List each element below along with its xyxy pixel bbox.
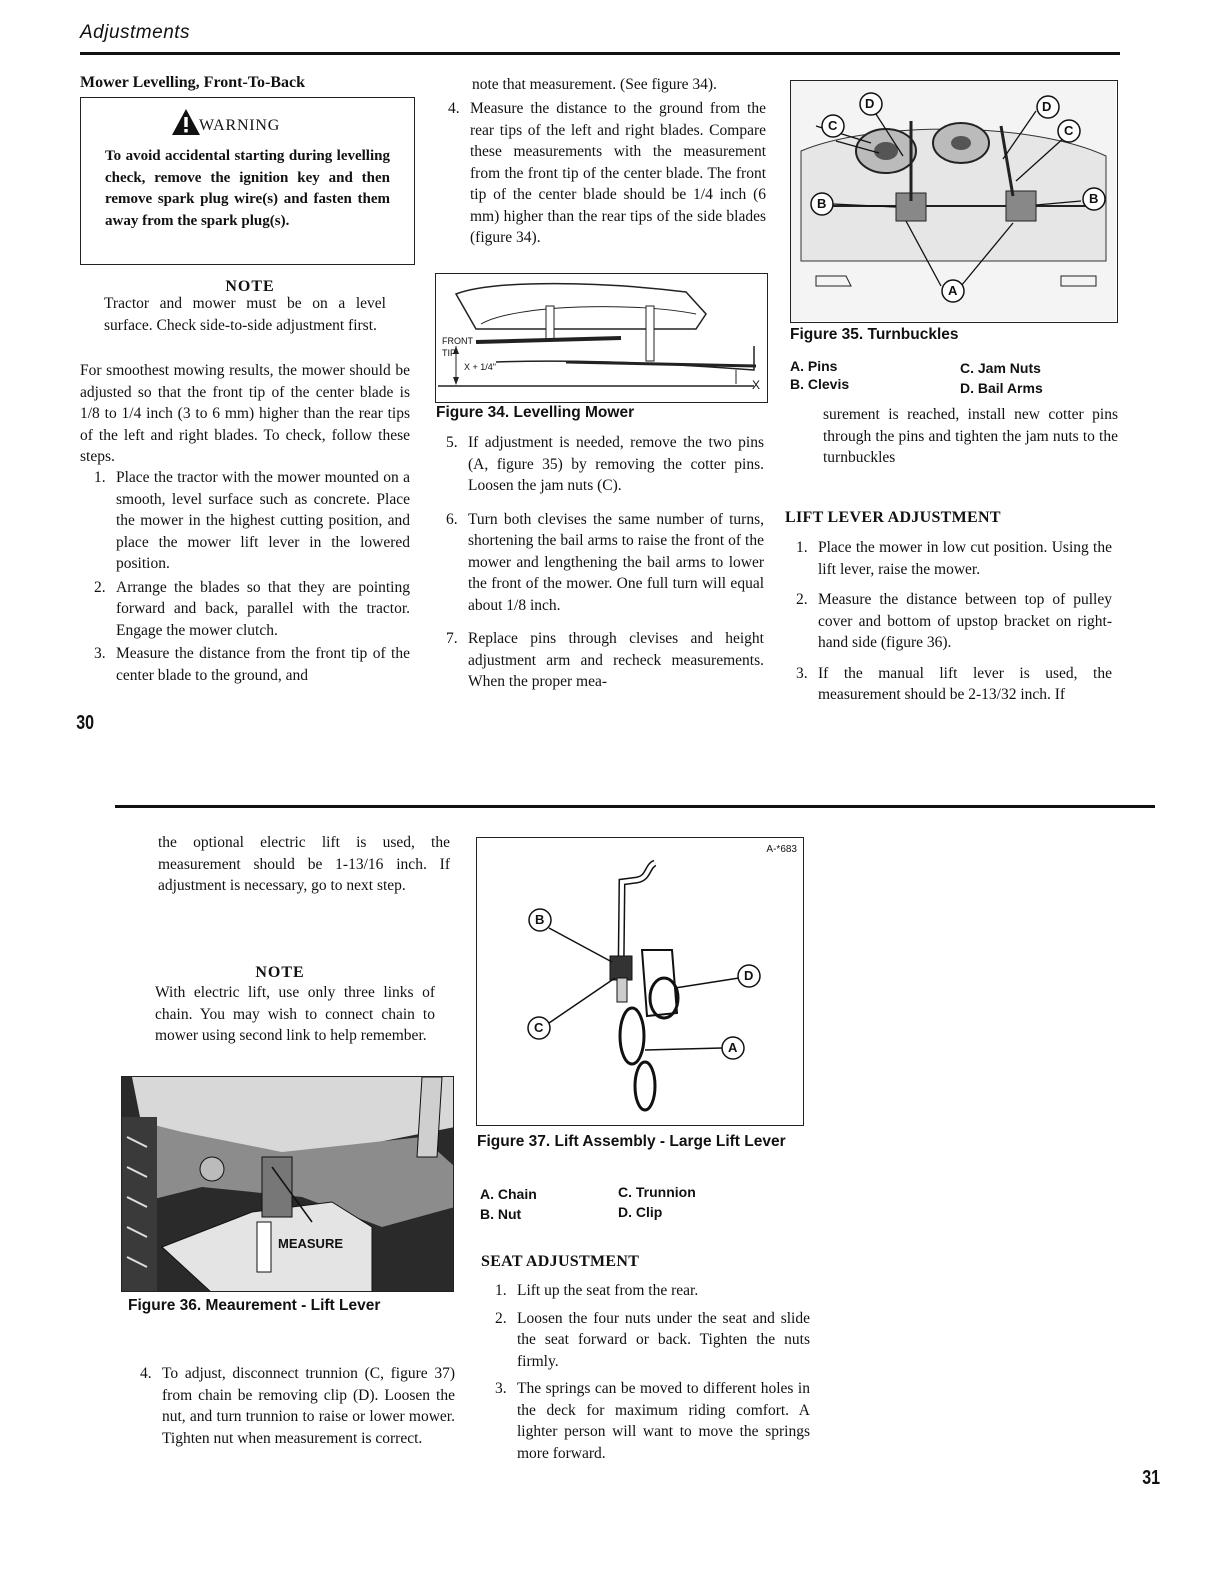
warning-title-row [171,108,280,136]
page-header-section: Adjustments [80,22,191,43]
step-number: 4. [140,1365,152,1382]
figure-34-illustration [436,274,766,401]
continued-text: note that measurement. (See figure 34). [472,76,717,93]
figure-36-caption: Figure 36. Meaurement - Lift Lever [128,1297,381,1314]
step-text: Replace pins through clevises and height adjustment arm and recheck measurements. When the proper mea- [468,630,764,690]
figure-36-photo [121,1076,454,1292]
legend-item: D. Bail Arms [960,380,1043,396]
step-text: Arrange the blades so that they are pointing forward and back, parallel with the tractor. Engage the mower clutch. [116,578,410,639]
figure-34-label-front: FRONT [442,336,473,346]
callout-b-fig37: B [535,912,545,927]
callout-d-left: D [865,96,875,111]
list-item [446,509,764,617]
list-item [796,663,1112,706]
step-number: 4. [448,100,460,117]
step-text: To adjust, disconnect trunnion (C, figure 37) from chain be removing clip (D). Loosen the nut, and turn trunnion to raise or lower mower. Tighten nut when measurement is correct. [162,1365,455,1447]
step-text: Place the mower in low cut position. Using the lift lever, raise the mower. [818,539,1112,578]
note-title-electric: NOTE [255,964,305,981]
step-4-list [448,98,766,251]
list-item [94,643,410,686]
callout-c-left: C [828,118,838,133]
step-text: Loosen the four nuts under the seat and slide the seat forward or back. Tighten the nuts firmly. [517,1309,810,1370]
list-item [446,628,764,693]
step-text: Place the tractor with the mower mounted on a smooth, level surface such as concrete. Place the mower in the highest cutting position, and place the mower lift lever in the lowered position. [116,469,410,572]
header-rule [80,52,1120,55]
legend-item: A. Chain [480,1186,537,1202]
continued-text-col3: surement is reached, install new cotter pins through the pins and tighten the jam nuts to the turnbuckles [823,406,1118,466]
step-number: 1. [94,469,106,486]
step-text: The springs can be moved to different holes in the deck for maximum riding comfort. A lighter person will want to move the springs more forward. [517,1380,810,1462]
step-text: Lift up the seat from the rear. [517,1282,699,1299]
continued-text-electric-lift: the optional electric lift is used, the measurement should be 1-13/16 inch. If adjustment is necessary, go to next step. [158,834,450,894]
callout-c-right: C [1064,123,1074,138]
step-number: 2. [495,1309,507,1327]
figure-34-caption: Figure 34. Levelling Mower [436,404,635,421]
callout-b-right: B [1089,191,1099,206]
page-number-30: 30 [76,712,95,734]
callout-b-left: B [817,196,827,211]
page-number-31: 31 [1142,1467,1161,1489]
levelling-steps-list [94,467,410,688]
figure-35-frame [790,80,1118,323]
intro-paragraph: For smoothest mowing results, the mower should be adjusted so that the front tip of the center blade is 1/8 to 1/4 inch (3 to 6 mm) higher than the rear tips of the left and right blades. To check, follow these steps. [80,362,410,465]
step-text: Turn both clevises the same number of turns, shortening the bail arms to raise the front of the mower and lengthening the bail arms to lower the front of the mower. One full turn will equal about 1/8 inch. [468,510,764,614]
legend-item: C. Trunnion [618,1184,696,1200]
callout-a: A [948,283,958,298]
figure-37-caption: Figure 37. Lift Assembly - Large Lift Lever [477,1133,786,1150]
trunnion-step-list [140,1363,455,1451]
list-item [446,432,764,497]
step-number: 6. [446,510,458,528]
step-number: 3. [796,664,808,682]
list-item [140,1363,455,1449]
step-number: 7. [446,630,458,647]
list-item [495,1280,810,1302]
figure-34-label-tip: TIP [442,348,457,358]
warning-triangle-icon [171,108,201,136]
step-text: If the manual lift lever is used, the measurement should be 2-13/32 inch. If [818,664,1112,703]
lift-lever-steps-list [796,537,1112,708]
step-text: Measure the distance from the front tip of the center blade to the ground, and [116,645,410,684]
figure-34-frame [435,273,768,403]
legend-item: C. Jam Nuts [960,360,1041,376]
note-title: NOTE [225,278,275,295]
figure-34-label-x: X [752,378,761,392]
warning-title: WARNING [199,116,281,134]
list-item [94,577,410,642]
seat-adjustment-heading: SEAT ADJUSTMENT [481,1253,640,1270]
figure-36-illustration [122,1077,454,1292]
legend-item: D. Clip [618,1204,663,1220]
warning-box [80,97,415,265]
step-text: If adjustment is needed, remove the two pins (A, figure 35) by removing the cotter pins. Loosen the jam nuts (C). [468,434,764,494]
note-text: Tractor and mower must be on a level surface. Check side-to-side adjustment first. [104,295,386,334]
section-heading-levelling: Mower Levelling, Front-To-Back [80,74,306,91]
list-item [495,1308,810,1373]
figure-37-code: A-*683 [766,844,797,855]
callout-d-fig37: D [744,968,754,983]
figure-35-caption: Figure 35. Turnbuckles [790,326,959,343]
step-text: Measure the distance to the ground from the rear tips of the left and right blades. Compare these measurements with the measurement from the front tip of the center blade. The front tip of the center blade should be 1/4 inch (6 mm) higher than the rear tips of the side blades (figure 34). [470,100,766,246]
step-number: 5. [446,434,458,451]
list-item [448,98,766,249]
seat-adjustment-steps-list [495,1280,810,1466]
step-text: Measure the distance between top of pulley cover and bottom of upstop bracket on right-hand side (figure 36). [818,591,1112,651]
warning-text: To avoid accidental starting during levelling check, remove the ignition key and then remove spark plug wire(s) and fasten them away from the spark plug(s). [105,148,390,229]
note-text-electric: With electric lift, use only three links of chain. You may wish to connect chain to mower using second link to help remember. [155,984,435,1044]
list-item [94,467,410,575]
legend-item: B. Nut [480,1206,522,1222]
list-item [796,589,1112,654]
adjustment-steps-list [446,432,764,695]
step-number: 1. [796,539,808,556]
step-number: 2. [796,591,808,608]
lift-lever-heading: LIFT LEVER ADJUSTMENT [785,509,1001,526]
step-number: 2. [94,578,106,596]
callout-d-right: D [1042,99,1052,114]
callout-a-fig37: A [728,1040,738,1055]
figure-37-frame [476,837,804,1126]
step-number: 3. [495,1380,507,1397]
figure-36-label-measure: MEASURE [278,1236,344,1251]
legend-item: A. Pins [790,358,838,374]
figure-34-label-dim: X + 1/4" [464,362,496,372]
list-item [495,1378,810,1464]
legend-item: B. Clevis [790,376,850,392]
callout-c-fig37: C [534,1020,544,1035]
list-item [796,537,1112,580]
step-number: 1. [495,1282,507,1299]
step-number: 3. [94,645,106,662]
page-31-top-rule [115,805,1155,808]
